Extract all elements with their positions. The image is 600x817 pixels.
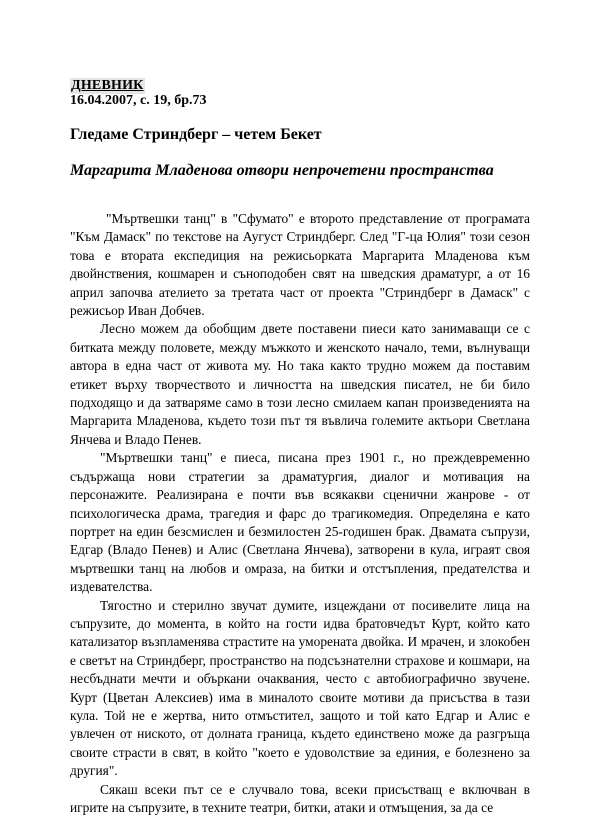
article-subheadline: Маргарита Младенова отвори непрочетени пространства xyxy=(70,162,494,179)
newspaper-name: ДНЕВНИК xyxy=(71,78,144,93)
paragraph-3: "Мъртвешки танц" е пиеса, писана през 1901 г., но преждевременно съдържаща нови стратегии за драматургия, диалог и мотивация на персонажите. Реализирана е почти във всякакви сценични жанрове - от психологическа драма, трагедия и фарс до трагикомедия. Определяна е като портрет на един безсмислен и безмилостен 25-годишен брак. Двамата съпрузи, Едгар (Владо Пенев) и Алис (Светлана Янчева), затворени в кула, играят своя мъртвешки танц на любов и омраза, на битки и отстъпления, предателства и издевателства. xyxy=(70,450,530,595)
paragraph-2: Лесно можем да обобщим двете поставени пиеси като занимаващи се с битката между половете, между мъжкото и женското начало, теми, вълнуващи автора в една част от живота му. Но така както трудно можем да поставим етикет върху творчеството и личността на шведския писател, не би било подходящо и да затваряме само в този лесно смилаем капан произведенията на Маргарита Младенова, където този път тя въвлича големите актьори Светлана Янчева и Владо Пенев. xyxy=(70,321,530,447)
article-body xyxy=(70,210,530,817)
paragraph-1: "Мъртвешки танц" в "Сфумато" е второто представление от програмата "Към Дамаск" по текстове на Аугуст Стриндберг. След "Г-ца Юлия" този сезон това е втората експедиция на режисьорката Маргарита Младенова към двойнствения, кошмарен и съноподобен свят на шведския драматург, а от 16 април започва ателието за третата част от проекта "Стриндберг в Дамаск" с режисьор Иван Добчев. xyxy=(70,211,530,319)
paragraph-5: Сякаш всеки път се е случвало това, всеки присъстващ е включван в игрите на съпрузите, в техните театри, битки, атаки и отмъщения, за да се xyxy=(70,781,530,815)
paragraph-4: Тягостно и стерилно звучат думите, изцеждани от посивелите лица на съпрузите, до момента, в който на гости идва братовчедът Курт, който като катализатор възпламенява страстите на уморената двойка. И мрачен, и злокобен е светът на Стриндберг, пространство на подсъзнателни страхове и кошмари, на несбъднати мечти и объркани очаквания, често с автобиографично звучене. Курт (Цветан Алексиев) има в миналото своите мотиви да присъства в тази кула. Той не е жертва, нито отмъстител, защото и той като Едгар и Алис е увлечен от ниското, от долната граница, където единствено може да разгръща своите страсти в свят, в който "което е удоволствие за единия, е болезнено за другия". xyxy=(70,597,530,779)
article-headline: Гледаме Стриндберг – четем Бекет xyxy=(70,126,322,143)
publication-date: 16.04.2007, с. 19, бр.73 xyxy=(70,93,207,108)
